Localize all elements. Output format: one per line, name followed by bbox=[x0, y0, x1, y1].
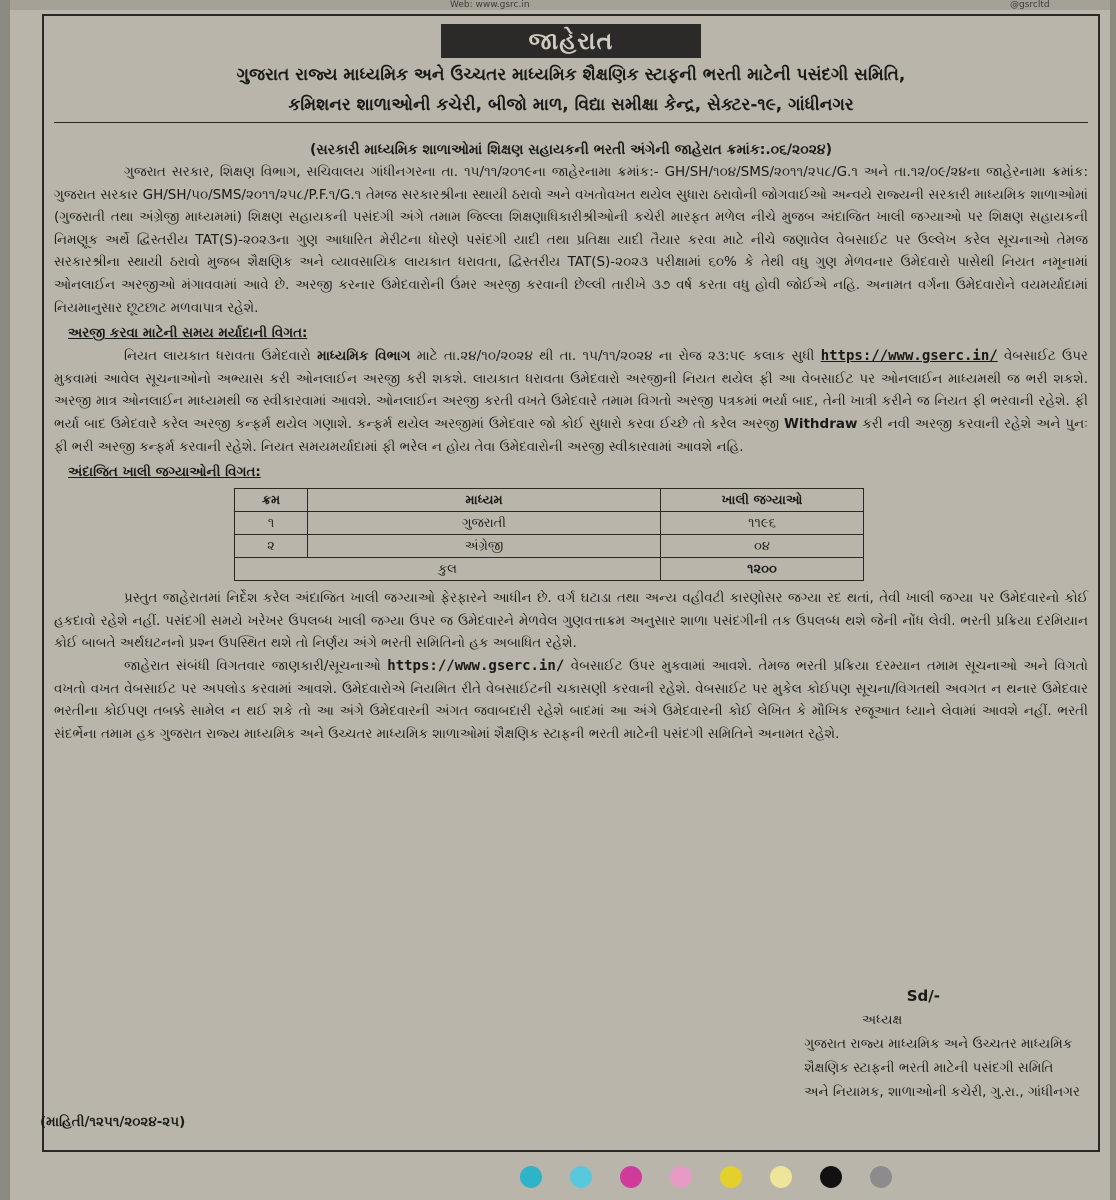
info-text-a: જાહેરાત સંબંધી વિગતવાર જાણકારી/સૂચનાઓ bbox=[124, 657, 388, 674]
signature-title: અધ્યક્ષ bbox=[861, 1012, 903, 1028]
ad-banner-title: જાહેરાત bbox=[441, 24, 701, 58]
top-strip-right: @gsrcltd bbox=[1010, 0, 1050, 10]
timeline-text-c: વેબસાઈટ ઉપર મુકવામાં આવેલ સૂચનાઓનો અભ્યાસ કરી ઓનલાઈન અરજી કરી શકશે. લાયકાત ધરાવતા ઉમેદવારો અરજીની નિયત થયેલ ફી આ વેબસાઈટ પર ઓનલાઈન માધ્યમથી જ ભરી શકશે. અરજી માત્ર ઓનલાઈન માધ્યમથી જ સ્વીકારવામાં આવશે. ઓનલાઈન અરજી કરતી વખતે ઉમેદવારે તમામ વિગતો અરજી પત્રકમાં ભર્યા બાદ, તેની ખાત્રી કરીને જ નિયત ફી ભરવાની રહેશે. ફી ભર્યા બાદ ઉમેદવારે કરેલ અરજી કન્ફર્મ થયેલ ગણાશે. કન્ફર્મ થયેલ અરજીમાં ઉમેદવાર જો કોઈ સુધારો કરવા ઈચ્છે તો કરેલ અરજી bbox=[54, 348, 1089, 432]
top-strip-left: Web: www.gsrc.in bbox=[450, 0, 530, 10]
website-info-paragraph bbox=[54, 655, 1088, 745]
col-header-medium: માધ્યમ bbox=[308, 489, 661, 512]
timeline-text-d: કરી નવી અરજી કરવાની રહેશે અને પુનઃ ફી ભરી અરજી કન્ફર્મ કરવાની રહેશે. નિયત સમયમર્યાદામાં ફી ભરેલ ન હોય તેવા ઉમેદવારોની અરજી સ્વીકારવામાં આવશે નહિ. bbox=[54, 415, 1089, 455]
print-color-dot bbox=[770, 1166, 792, 1188]
header-line-2: કમિશનર શાળાઓની કચેરી, બીજો માળ, વિદ્યા સમીક્ષા કેન્દ્ર, સેક્ટર-૧૯, ગાંધીનગર bbox=[288, 95, 854, 115]
advertisement-box bbox=[42, 14, 1100, 1152]
signature-line-2: શૈક્ષણિક સ્ટાફની ભરતી માટેની પસંદગી સમિતિ bbox=[804, 1060, 1054, 1076]
header-divider bbox=[54, 122, 1088, 123]
vacancy-table bbox=[234, 488, 864, 581]
info-text-b: વેબસાઈટ ઉપર મુકવામાં આવશે. તેમજ ભરતી પ્રક્રિયા દરમ્યાન તમામ સૂચનાઓ અને વિગતો વખતો વખત વેબસાઈટ પર અપલોડ કરવામાં આવશે. ઉમેદવારોએ નિયમિત રીતે વેબસાઈટની ચકાસણી કરવાની રહેશે. વેબસાઈટ પર મુકેલ કોઈપણ સૂચના/વિગતથી અવગત ન થનાર ઉમેદવાર ભરતીના કોઈપણ તબક્કે સામેલ ન થઈ શકે તો આ અંગે ઉમેદવારની અંગત જવાબદારી રહેશે બાદમાં આ અંગે ઉમેદવારની કોઈ લેખિત કે મૌખિક રજૂઆત ધ્યાને લેવામાં આવશે નહીં. ભરતી સંદર્ભેના તમામ હક ગુજરાત રાજ્ય માધ્યમિક અને ઉચ્ચતર માધ્યમિક શાળાઓમાં શૈક્ષણિક સ્ટાફની ભરતી માટેની પસંદગી સમિતિને અનામત રહેશે. bbox=[54, 657, 1088, 742]
total-label: કુલ bbox=[235, 558, 661, 581]
table-row bbox=[235, 535, 864, 558]
header-line-1: ગુજરાત રાજ્ય માધ્યમિક અને ઉચ્ચતર માધ્યમિક શૈક્ષણિક સ્ટાફની ભરતી માટેની પસંદગી સમિતિ, bbox=[236, 65, 906, 85]
table-cell: ૦૪ bbox=[661, 535, 864, 558]
signature-sd: Sd/- bbox=[906, 987, 940, 1005]
website-link-2[interactable]: https://www.gserc.in/ bbox=[387, 657, 565, 674]
signature-line-3: અને નિયામક, શાળાઓની કચેરી, ગુ.રા., ગાંધીનગર bbox=[804, 1084, 1080, 1100]
timeline-paragraph bbox=[54, 345, 1088, 458]
print-color-dot bbox=[620, 1166, 642, 1188]
notice-subtitle: (સરકારી માધ્યમિક શાળાઓમાં શિક્ષણ સહાયકની ભરતી અંગેની જાહેરાત ક્રમાંક:.૦૬/૨૦૨૪) bbox=[310, 142, 832, 158]
table-header-row bbox=[235, 489, 864, 512]
table-cell: ૧ bbox=[235, 512, 308, 535]
print-color-dot bbox=[570, 1166, 592, 1188]
intro-paragraph: ગુજરાત સરકાર, શિક્ષણ વિભાગ, સચિવાલય ગાંધીનગરના તા. ૧૫/૧૧/૨૦૧૯ના જાહેરનામા ક્રમાંક:- GH/SH/૧૦૪/SMS/૨૦૧૧/૨૫૮/G.૧ અને તા.૧૨/૦૯/૨૪ના જાહેરનામા ક્રમાંક: ગુજરાત સરકાર GH/SH/૫૦/SMS/૨૦૧૧/૨૫૮/P.F.૧/G.૧ તેમજ સરકારશ્રીના સ્થાયી ઠરાવો અને વખતોવખત થયેલ સુધારા ઠરાવોની જોગવાઈઓ અન્વયે રાજ્યની સરકારી માધ્યમિક શાળાઓમાં (ગુજરાતી તથા અંગ્રેજી માધ્યમમાં) શિક્ષણ સહાયકની પસંદગી અંગે તમામ જિલ્લા શિક્ષણાધિકારીશ્રીઓની કચેરી મારફત મળેલ નીચે મુજબ અંદાજિત ખાલી જગ્યાઓ પર શિક્ષણ સહાયકની નિમણૂક અર્થે દ્વિસ્તરીય TAT(S)-૨૦૨૩ના ગુણ આધારિત મેરીટના ધોરણે પસંદગી યાદી તથા પ્રતિક્ષા યાદી તૈયાર કરવા માટે નીચે જણાવેલ વેબસાઈટ પર ઉલ્લેખ કરેલ સૂચનાઓ તેમજ સરકારશ્રીના સ્થાયી ઠરાવો મુજબ શૈક્ષણિક અને વ્યાવસાયિક લાયકાત ધરાવતા, દ્વિસ્તરીય TAT(S)-૨૦૨૩ પરીક્ષામાં ૬૦% કે તેથી વધુ ગુણ મેળવનાર ઉમેદવારો પાસેથી નિયત નમૂનામાં ઓનલાઈન અરજીઓ મંગાવવામાં આવે છે. અરજી કરનાર ઉમેદવારોની ઉંમર અરજી કરવાની છેલ્લી તારીખે ૩૭ વર્ષ કરતા વધુ હોવી જોઈએ નહિ. અનામત વર્ગના ઉમેદવારોને વયમર્યાદામાં નિયમાનુસાર છૂટછાટ મળવાપાત્ર રહેશે. bbox=[54, 164, 1088, 316]
signature-line-1: ગુજરાત રાજ્ય માધ્યમિક અને ઉચ્ચતર માધ્યમિક bbox=[804, 1036, 1073, 1052]
info-reference-number: (માહિતી/૧૨૫૧/૨૦૨૪-૨૫) bbox=[40, 1114, 186, 1130]
timeline-text-a: નિયત લાયકાત ધરાવતા ઉમેદવારો bbox=[124, 348, 318, 365]
timeline-text-b: માટે તા.૨૪/૧૦/૨૦૨૪ થી તા. ૧૫/૧૧/૨૦૨૪ ના રોજ ૨૩:૫૯ કલાક સુધી bbox=[410, 348, 821, 365]
table-total-row bbox=[235, 558, 864, 581]
newspaper-page bbox=[10, 0, 1110, 1200]
timeline-heading: અરજી કરવા માટેની સમય મર્યાદાની વિગત: bbox=[68, 325, 308, 342]
table-row bbox=[235, 512, 864, 535]
print-color-marks bbox=[520, 1166, 892, 1188]
withdraw-word: Withdraw bbox=[783, 415, 858, 432]
vacancy-note-paragraph: પ્રસ્તુત જાહેરાતમાં નિર્દેશ કરેલ અંદાજિત ખાલી જગ્યાઓ ફેરફારને આધીન છે. વર્ગ ઘટાડા તથા અન્ય વહીવટી કારણોસર જગ્યા રદ થતાં, તેવી ખાલી જગ્યા પર ઉમેદવારનો કોઈ હકદાવો રહેશે નહીં. પસંદગી સમયે ખરેખર ઉપલબ્ધ ખાલી જગ્યા ઉપર જ ઉમેદવારને મેળવેલ ગુણવત્તાક્રમ અનુસાર શાળા પસંદગીની તક ઉપલબ્ધ થશે જેની નોંધ લેવી. ભરતી પ્રક્રિયા દરમિયાન કોઈ બાબતે અર્થઘટનનો પ્રશ્ન ઉપસ્થિત થશે તો નિર્ણય અંગે ભરતી સમિતિનો હક અબાધિત રહેશે. bbox=[54, 590, 1088, 652]
table-cell: ૧૧૯૬ bbox=[661, 512, 864, 535]
website-link[interactable]: https://www.gserc.in/ bbox=[820, 348, 998, 365]
top-strip bbox=[10, 0, 1110, 10]
department-name: માધ્યમિક વિભાગ bbox=[317, 348, 411, 365]
total-value: ૧૨૦૦ bbox=[661, 558, 864, 581]
print-color-dot bbox=[820, 1166, 842, 1188]
print-color-dot bbox=[670, 1166, 692, 1188]
print-color-dot bbox=[870, 1166, 892, 1188]
table-cell: અંગ્રેજી bbox=[308, 535, 661, 558]
signature-block bbox=[804, 984, 1080, 1104]
table-cell: ૨ bbox=[235, 535, 308, 558]
vacancy-heading: અંદાજિત ખાલી જગ્યાઓની વિગત: bbox=[68, 464, 261, 481]
col-header-vacancies: ખાલી જગ્યાઓ bbox=[661, 489, 864, 512]
print-color-dot bbox=[520, 1166, 542, 1188]
table-cell: ગુજરાતી bbox=[308, 512, 661, 535]
print-color-dot bbox=[720, 1166, 742, 1188]
col-header-serial: ક્રમ bbox=[235, 489, 308, 512]
